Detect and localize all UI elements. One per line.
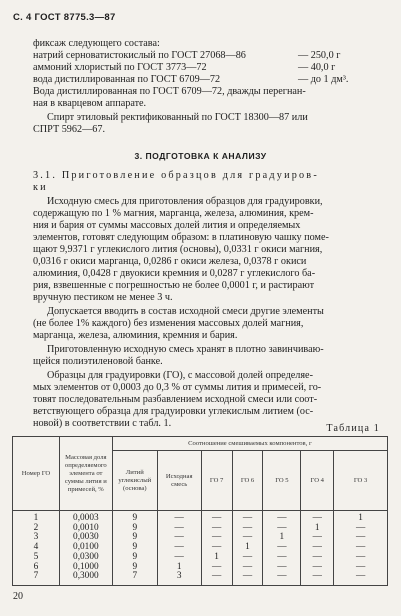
paragraph-line: элементов, готовят следующим образом: в платиновую чашку поме- (33, 232, 329, 243)
table-cell: 0,0300 (59, 553, 112, 563)
paragraph-line: рия, взвешенные с погрешностью не более 0,0001 г, и растирают (33, 280, 315, 291)
table-cell: 9 (112, 511, 157, 524)
subsection-title: 3.1. Приготовление образцов для градуиров- (33, 170, 319, 181)
table-cell: — (201, 563, 232, 573)
table-cell: 6 (13, 563, 60, 573)
reagent-item (33, 50, 341, 62)
table-cell: 0,0003 (59, 511, 112, 524)
table-cell: — (263, 553, 301, 563)
paragraph-line: Исходную смесь для приготовления образцов для градуировки, (47, 196, 323, 207)
table-cell: 0,0010 (59, 524, 112, 534)
table-cell: — (232, 511, 263, 524)
table-cell: — (334, 563, 388, 573)
table-cell: — (201, 572, 232, 585)
table-cell: 4 (13, 543, 60, 553)
table-cell: — (301, 543, 334, 553)
table-cell: — (157, 533, 201, 543)
table-cell: — (301, 533, 334, 543)
header-lithium-carbonate: Литий углекислый (основа) (112, 451, 157, 511)
paragraph-line: содержащую по 1 % магния, марганца, железа, алюминия, крем- (33, 208, 314, 219)
paragraph-line: новой) в соответствии с табл. 1. (33, 418, 172, 429)
section-title: 3. ПОДГОТОВКА К АНАЛИЗУ (134, 151, 267, 161)
paragraph-line: щейся полиэтиленовой банке. (33, 356, 163, 367)
header-mass-fraction: Массовая доля определяемого элемента от суммы лития и примесей, % (59, 437, 112, 511)
page-header: С. 4 ГОСТ 8775.3—87 (13, 12, 116, 23)
table-cell: — (263, 563, 301, 573)
paragraph-line: Приготовленную исходную смесь хранят в плотно завинчиваю- (47, 344, 324, 355)
table-cell: — (157, 543, 201, 553)
header-go5: ГО 5 (263, 451, 301, 511)
paragraph-line: вручную пестиком не менее 3 ч. (33, 292, 173, 303)
table-cell: — (232, 563, 263, 573)
header-go-number: Номер ГО (13, 437, 60, 511)
table-cell: 2 (13, 524, 60, 534)
table-cell: — (334, 572, 388, 585)
table-cell: — (157, 553, 201, 563)
calibration-table (12, 436, 388, 586)
table-cell: — (201, 543, 232, 553)
table-cell: 9 (112, 524, 157, 534)
table-cell: — (201, 524, 232, 534)
table-cell: — (201, 511, 232, 524)
table-row (13, 533, 388, 543)
table-cell: — (334, 533, 388, 543)
paragraph-line: алюминия, 0,0428 г двуокиси кремния и 0,0287 г углекислого ба- (33, 268, 316, 279)
table-cell: 1 (263, 533, 301, 543)
header-ratio: Соотношение смешиваемых компонентов, г (112, 437, 387, 451)
table-cell: 1 (301, 524, 334, 534)
table-cell: 3 (13, 533, 60, 543)
table-cell: — (232, 524, 263, 534)
table-caption: Таблица 1 (326, 423, 380, 434)
table-row (13, 563, 388, 573)
table-cell: 0,3000 (59, 572, 112, 585)
table-row (13, 553, 388, 563)
table-cell: — (334, 553, 388, 563)
paragraph-line: ния и бария от суммы массовых долей лития и определяемых (33, 220, 301, 231)
table-cell: — (263, 572, 301, 585)
reagent-name: аммоний хлористый по ГОСТ 3773—72 (33, 62, 207, 73)
header-go4: ГО 4 (301, 451, 334, 511)
paragraph-line: Образцы для градуировки (ГО), с массовой долей определяе- (47, 370, 313, 381)
reagent-intro: фиксаж следующего состава: (33, 38, 160, 49)
paragraph-line: Допускается вводить в состав исходной смеси другие элементы (47, 306, 324, 317)
reagent-name: натрий серноватистокислый по ГОСТ 27068—86 (33, 50, 246, 61)
header-go7: ГО 7 (201, 451, 232, 511)
table-cell: — (301, 572, 334, 585)
table-cell: — (263, 511, 301, 524)
subsection-title: ки (33, 182, 48, 193)
table-cell: — (263, 524, 301, 534)
table-cell: 5 (13, 553, 60, 563)
table-cell: — (334, 543, 388, 553)
table-cell: 7 (13, 572, 60, 585)
table-cell: 1 (334, 511, 388, 524)
reagent-amount: — до 1 дм³. (298, 74, 349, 85)
table-cell: — (232, 553, 263, 563)
table-cell: 0,1000 (59, 563, 112, 573)
table-cell: 9 (112, 563, 157, 573)
paragraph-line: марганца, железа, алюминия, кремния и бария. (33, 330, 238, 341)
paragraph-line: 0,0316 г окиси марганца, 0,0286 г окиси железа, 0,0378 г окиси (33, 256, 307, 267)
header-go6: ГО 6 (232, 451, 263, 511)
table-cell: 1 (157, 563, 201, 573)
table-cell: — (301, 511, 334, 524)
reagent-amount: — 40,0 г (298, 62, 336, 73)
text-line: ная в кварцевом аппарате. (33, 98, 147, 109)
table-cell: — (157, 511, 201, 524)
header-go3: ГО 3 (334, 451, 388, 511)
text-line: Вода дистиллированная по ГОСТ 6709—72, дважды перегнан- (33, 86, 306, 97)
table-cell: — (232, 533, 263, 543)
table-cell: — (232, 572, 263, 585)
table-cell: — (263, 543, 301, 553)
table-cell: — (334, 524, 388, 534)
header-initial-mix: Исходная смесь (157, 451, 201, 511)
table-body (13, 511, 388, 586)
table-row (13, 572, 388, 585)
table-cell: 9 (112, 533, 157, 543)
paragraph-line: ветствующего образца для градуировки углекислым литием (ос- (33, 406, 314, 417)
table-cell: — (201, 533, 232, 543)
paragraph-line: щают 9,9371 г углекислого лития (основы), 0,0331 г окиси магния, (33, 244, 323, 255)
table-row (13, 543, 388, 553)
reagent-item (33, 62, 336, 74)
table-cell: 1 (13, 511, 60, 524)
reagent-name: вода дистиллированная по ГОСТ 6709—72 (33, 74, 221, 85)
table-cell: 9 (112, 543, 157, 553)
table-cell: 3 (157, 572, 201, 585)
table-cell: 1 (232, 543, 263, 553)
reagent-item (33, 74, 349, 86)
paragraph-line: товят последовательным разбавлением исходной смеси или соот- (33, 394, 318, 405)
text-line: Спирт этиловый ректификованный по ГОСТ 18300—87 или (47, 112, 308, 123)
table-cell: — (301, 563, 334, 573)
paragraph-line: мых элементов от 0,0003 до 0,3 % от суммы лития и примесей, го- (33, 382, 322, 393)
table-row (13, 511, 388, 524)
table-cell: 0,0100 (59, 543, 112, 553)
paragraph-line: (не более 1% каждого) без изменения массовых долей магния, (33, 318, 304, 329)
table-cell: 7 (112, 572, 157, 585)
table-row (13, 524, 388, 534)
table-cell: 9 (112, 553, 157, 563)
table-cell: 1 (201, 553, 232, 563)
page-number: 20 (13, 591, 23, 602)
table-cell: 0,0030 (59, 533, 112, 543)
table-cell: — (301, 553, 334, 563)
text-line: СПРТ 5962—67. (33, 124, 106, 135)
table-cell: — (157, 524, 201, 534)
reagent-amount: — 250,0 г (298, 50, 341, 61)
